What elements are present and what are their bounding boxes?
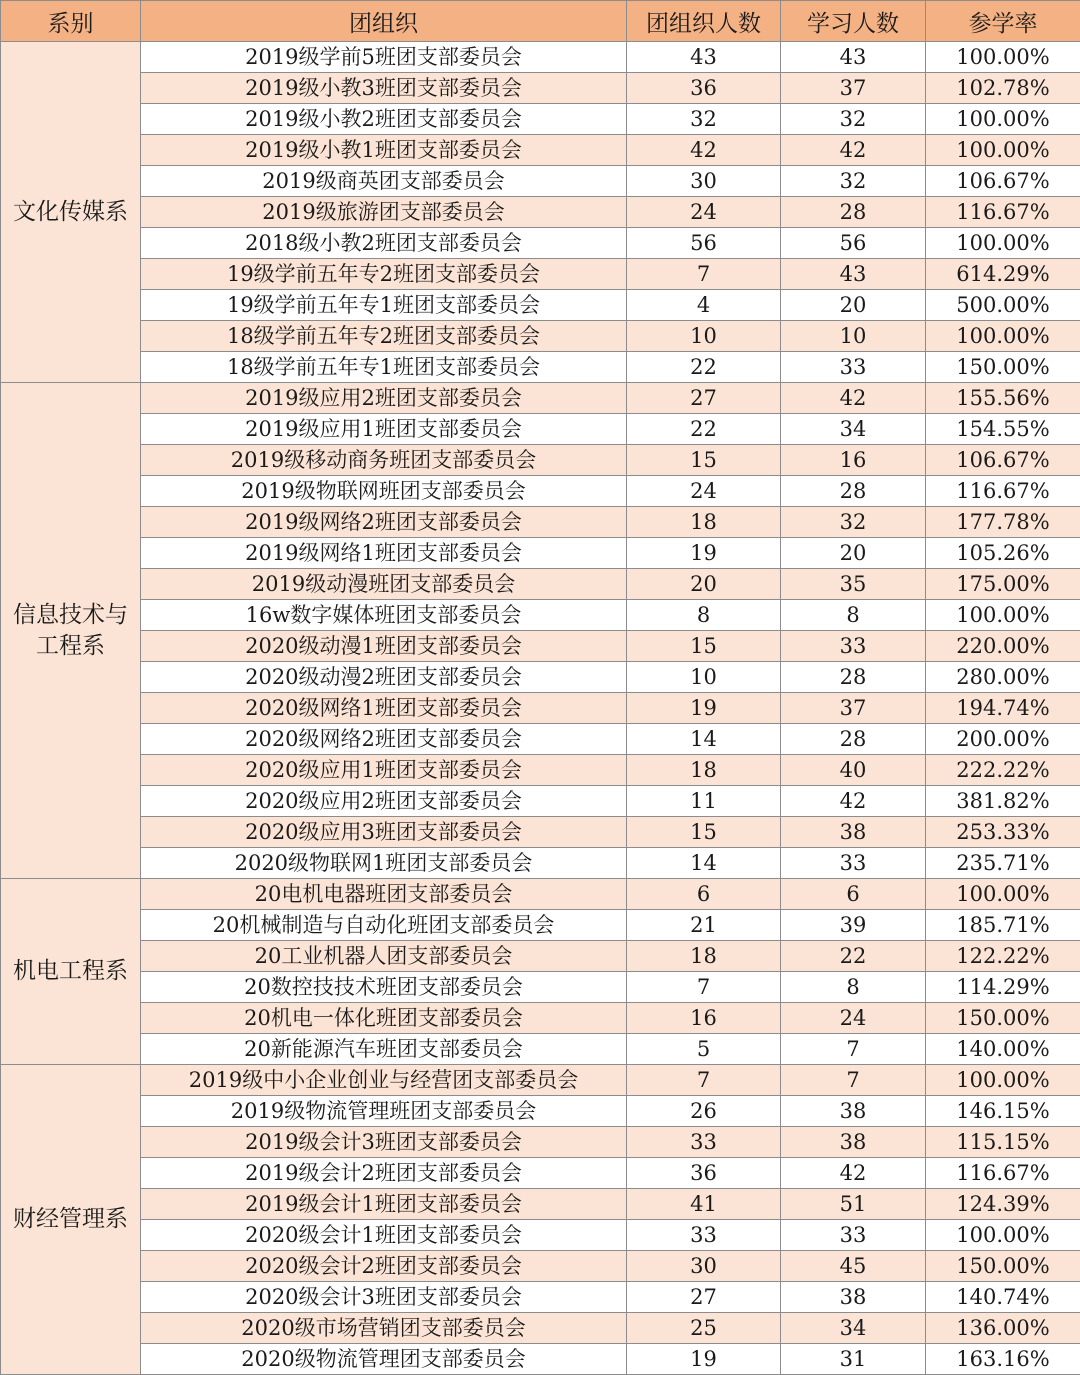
organization-cell: 2020级应用3班团支部委员会: [141, 817, 627, 848]
table-row: [1, 104, 1080, 135]
department-cell: 机电工程系: [1, 879, 141, 1065]
member-count-cell: 14: [627, 724, 781, 755]
organization-cell: 2019级会计3班团支部委员会: [141, 1127, 627, 1158]
table-row: [1, 1096, 1080, 1127]
table-row: [1, 197, 1080, 228]
study-count-cell: 8: [781, 972, 926, 1003]
member-count-cell: 18: [627, 507, 781, 538]
table-row: [1, 507, 1080, 538]
member-count-cell: 7: [627, 1065, 781, 1096]
organization-cell: 2020级应用1班团支部委员会: [141, 755, 627, 786]
rate-cell: 116.67%: [926, 197, 1080, 228]
table-body: [1, 42, 1080, 1375]
organization-cell: 2019级商英团支部委员会: [141, 166, 627, 197]
member-count-cell: 7: [627, 259, 781, 290]
organization-cell: 20新能源汽车班团支部委员会: [141, 1034, 627, 1065]
member-count-cell: 4: [627, 290, 781, 321]
member-count-cell: 21: [627, 910, 781, 941]
study-count-cell: 33: [781, 1220, 926, 1251]
organization-cell: 2020级网络1班团支部委员会: [141, 693, 627, 724]
study-count-cell: 32: [781, 104, 926, 135]
rate-cell: 115.15%: [926, 1127, 1080, 1158]
organization-cell: 2019级小教2班团支部委员会: [141, 104, 627, 135]
member-count-cell: 10: [627, 662, 781, 693]
member-count-cell: 15: [627, 445, 781, 476]
rate-cell: 100.00%: [926, 1220, 1080, 1251]
organization-cell: 2019级会计1班团支部委员会: [141, 1189, 627, 1220]
table-row: [1, 290, 1080, 321]
study-count-cell: 51: [781, 1189, 926, 1220]
study-count-cell: 56: [781, 228, 926, 259]
table-row: [1, 879, 1080, 910]
rate-cell: 154.55%: [926, 414, 1080, 445]
member-count-cell: 41: [627, 1189, 781, 1220]
table-row: [1, 1220, 1080, 1251]
study-count-cell: 42: [781, 135, 926, 166]
rate-cell: 116.67%: [926, 476, 1080, 507]
rate-cell: 381.82%: [926, 786, 1080, 817]
table-row: [1, 972, 1080, 1003]
table-row: [1, 1127, 1080, 1158]
study-count-cell: 20: [781, 538, 926, 569]
member-count-cell: 32: [627, 104, 781, 135]
organization-cell: 2019级应用2班团支部委员会: [141, 383, 627, 414]
rate-cell: 100.00%: [926, 42, 1080, 73]
study-count-cell: 33: [781, 848, 926, 879]
rate-cell: 253.33%: [926, 817, 1080, 848]
study-count-cell: 22: [781, 941, 926, 972]
rate-cell: 222.22%: [926, 755, 1080, 786]
member-count-cell: 16: [627, 1003, 781, 1034]
organization-cell: 2019级旅游团支部委员会: [141, 197, 627, 228]
study-count-cell: 32: [781, 507, 926, 538]
table-row: [1, 383, 1080, 414]
organization-cell: 2020级会计2班团支部委员会: [141, 1251, 627, 1282]
organization-cell: 2020级会计1班团支部委员会: [141, 1220, 627, 1251]
study-count-cell: 8: [781, 600, 926, 631]
table-row: [1, 476, 1080, 507]
study-count-cell: 10: [781, 321, 926, 352]
organization-cell: 2019级移动商务班团支部委员会: [141, 445, 627, 476]
member-count-cell: 22: [627, 352, 781, 383]
organization-cell: 18级学前五年专1班团支部委员会: [141, 352, 627, 383]
study-count-cell: 33: [781, 352, 926, 383]
member-count-cell: 8: [627, 600, 781, 631]
organization-cell: 2019级网络1班团支部委员会: [141, 538, 627, 569]
member-count-cell: 27: [627, 1282, 781, 1313]
organization-cell: 2019级小教3班团支部委员会: [141, 73, 627, 104]
member-count-cell: 36: [627, 1158, 781, 1189]
study-count-cell: 28: [781, 724, 926, 755]
rate-cell: 235.71%: [926, 848, 1080, 879]
study-count-cell: 7: [781, 1034, 926, 1065]
organization-cell: 2019级物联网班团支部委员会: [141, 476, 627, 507]
rate-cell: 200.00%: [926, 724, 1080, 755]
table-row: [1, 1158, 1080, 1189]
rate-cell: 100.00%: [926, 135, 1080, 166]
rate-cell: 146.15%: [926, 1096, 1080, 1127]
rate-cell: 122.22%: [926, 941, 1080, 972]
member-count-cell: 7: [627, 972, 781, 1003]
study-count-cell: 38: [781, 1127, 926, 1158]
table-row: [1, 941, 1080, 972]
rate-cell: 220.00%: [926, 631, 1080, 662]
study-count-cell: 38: [781, 1096, 926, 1127]
organization-cell: 18级学前五年专2班团支部委员会: [141, 321, 627, 352]
member-count-cell: 15: [627, 817, 781, 848]
study-count-cell: 35: [781, 569, 926, 600]
member-count-cell: 56: [627, 228, 781, 259]
organization-cell: 20机械制造与自动化班团支部委员会: [141, 910, 627, 941]
member-count-cell: 25: [627, 1313, 781, 1344]
study-count-cell: 31: [781, 1344, 926, 1375]
rate-cell: 194.74%: [926, 693, 1080, 724]
study-count-cell: 37: [781, 73, 926, 104]
rate-cell: 136.00%: [926, 1313, 1080, 1344]
member-count-cell: 33: [627, 1127, 781, 1158]
study-count-cell: 34: [781, 1313, 926, 1344]
table-row: [1, 600, 1080, 631]
organization-cell: 2019级会计2班团支部委员会: [141, 1158, 627, 1189]
study-count-cell: 28: [781, 476, 926, 507]
table-row: [1, 352, 1080, 383]
rate-cell: 155.56%: [926, 383, 1080, 414]
rate-cell: 114.29%: [926, 972, 1080, 1003]
organization-cell: 2020级动漫2班团支部委员会: [141, 662, 627, 693]
study-count-cell: 6: [781, 879, 926, 910]
table-row: [1, 631, 1080, 662]
rate-cell: 116.67%: [926, 1158, 1080, 1189]
table-row: [1, 693, 1080, 724]
header-organization: 团组织: [141, 1, 627, 42]
table-row: [1, 445, 1080, 476]
organization-cell: 2019级中小企业创业与经营团支部委员会: [141, 1065, 627, 1096]
rate-cell: 177.78%: [926, 507, 1080, 538]
study-count-cell: 45: [781, 1251, 926, 1282]
study-count-cell: 42: [781, 383, 926, 414]
rate-cell: 163.16%: [926, 1344, 1080, 1375]
department-cell: 信息技术与工程系: [1, 383, 141, 879]
organization-cell: 2019级应用1班团支部委员会: [141, 414, 627, 445]
table-row: [1, 910, 1080, 941]
table-row: [1, 321, 1080, 352]
member-count-cell: 26: [627, 1096, 781, 1127]
rate-cell: 100.00%: [926, 321, 1080, 352]
department-cell: 文化传媒系: [1, 42, 141, 383]
organization-cell: 2019级小教1班团支部委员会: [141, 135, 627, 166]
table-row: [1, 166, 1080, 197]
member-count-cell: 14: [627, 848, 781, 879]
study-count-cell: 34: [781, 414, 926, 445]
rate-cell: 185.71%: [926, 910, 1080, 941]
organization-cell: 16w数字媒体班团支部委员会: [141, 600, 627, 631]
organization-cell: 19级学前五年专1班团支部委员会: [141, 290, 627, 321]
table-row: [1, 259, 1080, 290]
organization-cell: 2020级应用2班团支部委员会: [141, 786, 627, 817]
table-row: [1, 569, 1080, 600]
table-row: [1, 1065, 1080, 1096]
organization-cell: 20工业机器人团支部委员会: [141, 941, 627, 972]
study-count-cell: 24: [781, 1003, 926, 1034]
table-row: [1, 1251, 1080, 1282]
member-count-cell: 20: [627, 569, 781, 600]
rate-cell: 150.00%: [926, 1251, 1080, 1282]
header-member-count: 团组织人数: [627, 1, 781, 42]
header-row: [1, 1, 1080, 42]
organization-cell: 2018级小教2班团支部委员会: [141, 228, 627, 259]
organization-cell: 2020级物流管理团支部委员会: [141, 1344, 627, 1375]
member-count-cell: 36: [627, 73, 781, 104]
organization-cell: 2019级学前5班团支部委员会: [141, 42, 627, 73]
table-row: [1, 1344, 1080, 1375]
table-row: [1, 1282, 1080, 1313]
table-row: [1, 662, 1080, 693]
rate-cell: 140.00%: [926, 1034, 1080, 1065]
organization-cell: 2019级动漫班团支部委员会: [141, 569, 627, 600]
member-count-cell: 27: [627, 383, 781, 414]
study-count-cell: 42: [781, 1158, 926, 1189]
table-row: [1, 786, 1080, 817]
rate-cell: 100.00%: [926, 1065, 1080, 1096]
study-count-cell: 7: [781, 1065, 926, 1096]
organization-cell: 2020级市场营销团支部委员会: [141, 1313, 627, 1344]
rate-cell: 124.39%: [926, 1189, 1080, 1220]
study-count-cell: 42: [781, 786, 926, 817]
member-count-cell: 18: [627, 941, 781, 972]
table-row: [1, 1313, 1080, 1344]
organization-cell: 19级学前五年专2班团支部委员会: [141, 259, 627, 290]
rate-cell: 175.00%: [926, 569, 1080, 600]
member-count-cell: 19: [627, 1344, 781, 1375]
table-row: [1, 538, 1080, 569]
rate-cell: 100.00%: [926, 104, 1080, 135]
study-count-cell: 28: [781, 197, 926, 228]
study-count-cell: 39: [781, 910, 926, 941]
member-count-cell: 6: [627, 879, 781, 910]
study-count-cell: 40: [781, 755, 926, 786]
member-count-cell: 33: [627, 1220, 781, 1251]
table-row: [1, 724, 1080, 755]
table-row: [1, 73, 1080, 104]
table-row: [1, 228, 1080, 259]
header-study-count: 学习人数: [781, 1, 926, 42]
table-row: [1, 1034, 1080, 1065]
study-count-cell: 38: [781, 1282, 926, 1313]
member-count-cell: 43: [627, 42, 781, 73]
rate-cell: 100.00%: [926, 600, 1080, 631]
table-row: [1, 414, 1080, 445]
table-row: [1, 848, 1080, 879]
member-count-cell: 15: [627, 631, 781, 662]
member-count-cell: 30: [627, 166, 781, 197]
rate-cell: 140.74%: [926, 1282, 1080, 1313]
header-participation-rate: 参学率: [926, 1, 1080, 42]
rate-cell: 106.67%: [926, 445, 1080, 476]
study-count-cell: 38: [781, 817, 926, 848]
rate-cell: 102.78%: [926, 73, 1080, 104]
member-count-cell: 42: [627, 135, 781, 166]
study-count-cell: 32: [781, 166, 926, 197]
study-count-cell: 43: [781, 259, 926, 290]
member-count-cell: 24: [627, 476, 781, 507]
member-count-cell: 19: [627, 693, 781, 724]
study-count-cell: 20: [781, 290, 926, 321]
rate-cell: 150.00%: [926, 352, 1080, 383]
study-count-cell: 43: [781, 42, 926, 73]
rate-cell: 100.00%: [926, 879, 1080, 910]
organization-cell: 2020级网络2班团支部委员会: [141, 724, 627, 755]
rate-cell: 150.00%: [926, 1003, 1080, 1034]
organization-cell: 2019级网络2班团支部委员会: [141, 507, 627, 538]
member-count-cell: 19: [627, 538, 781, 569]
rate-cell: 106.67%: [926, 166, 1080, 197]
table-row: [1, 755, 1080, 786]
organization-cell: 20机电一体化班团支部委员会: [141, 1003, 627, 1034]
rate-cell: 614.29%: [926, 259, 1080, 290]
study-count-cell: 37: [781, 693, 926, 724]
table-row: [1, 1189, 1080, 1220]
organization-cell: 2020级动漫1班团支部委员会: [141, 631, 627, 662]
organization-cell: 2020级物联网1班团支部委员会: [141, 848, 627, 879]
rate-cell: 100.00%: [926, 228, 1080, 259]
member-count-cell: 18: [627, 755, 781, 786]
table-row: [1, 135, 1080, 166]
rate-cell: 500.00%: [926, 290, 1080, 321]
member-count-cell: 30: [627, 1251, 781, 1282]
member-count-cell: 11: [627, 786, 781, 817]
department-cell: 财经管理系: [1, 1065, 141, 1375]
table-row: [1, 1003, 1080, 1034]
organization-cell: 20数控技技术班团支部委员会: [141, 972, 627, 1003]
table-row: [1, 42, 1080, 73]
table-row: [1, 817, 1080, 848]
member-count-cell: 24: [627, 197, 781, 228]
header-department: 系别: [1, 1, 141, 42]
organization-cell: 2020级会计3班团支部委员会: [141, 1282, 627, 1313]
member-count-cell: 10: [627, 321, 781, 352]
organization-cell: 2019级物流管理班团支部委员会: [141, 1096, 627, 1127]
member-count-cell: 5: [627, 1034, 781, 1065]
study-count-cell: 16: [781, 445, 926, 476]
organization-cell: 20电机电器班团支部委员会: [141, 879, 627, 910]
rate-cell: 280.00%: [926, 662, 1080, 693]
rate-cell: 105.26%: [926, 538, 1080, 569]
study-count-cell: 33: [781, 631, 926, 662]
study-count-cell: 28: [781, 662, 926, 693]
member-count-cell: 22: [627, 414, 781, 445]
